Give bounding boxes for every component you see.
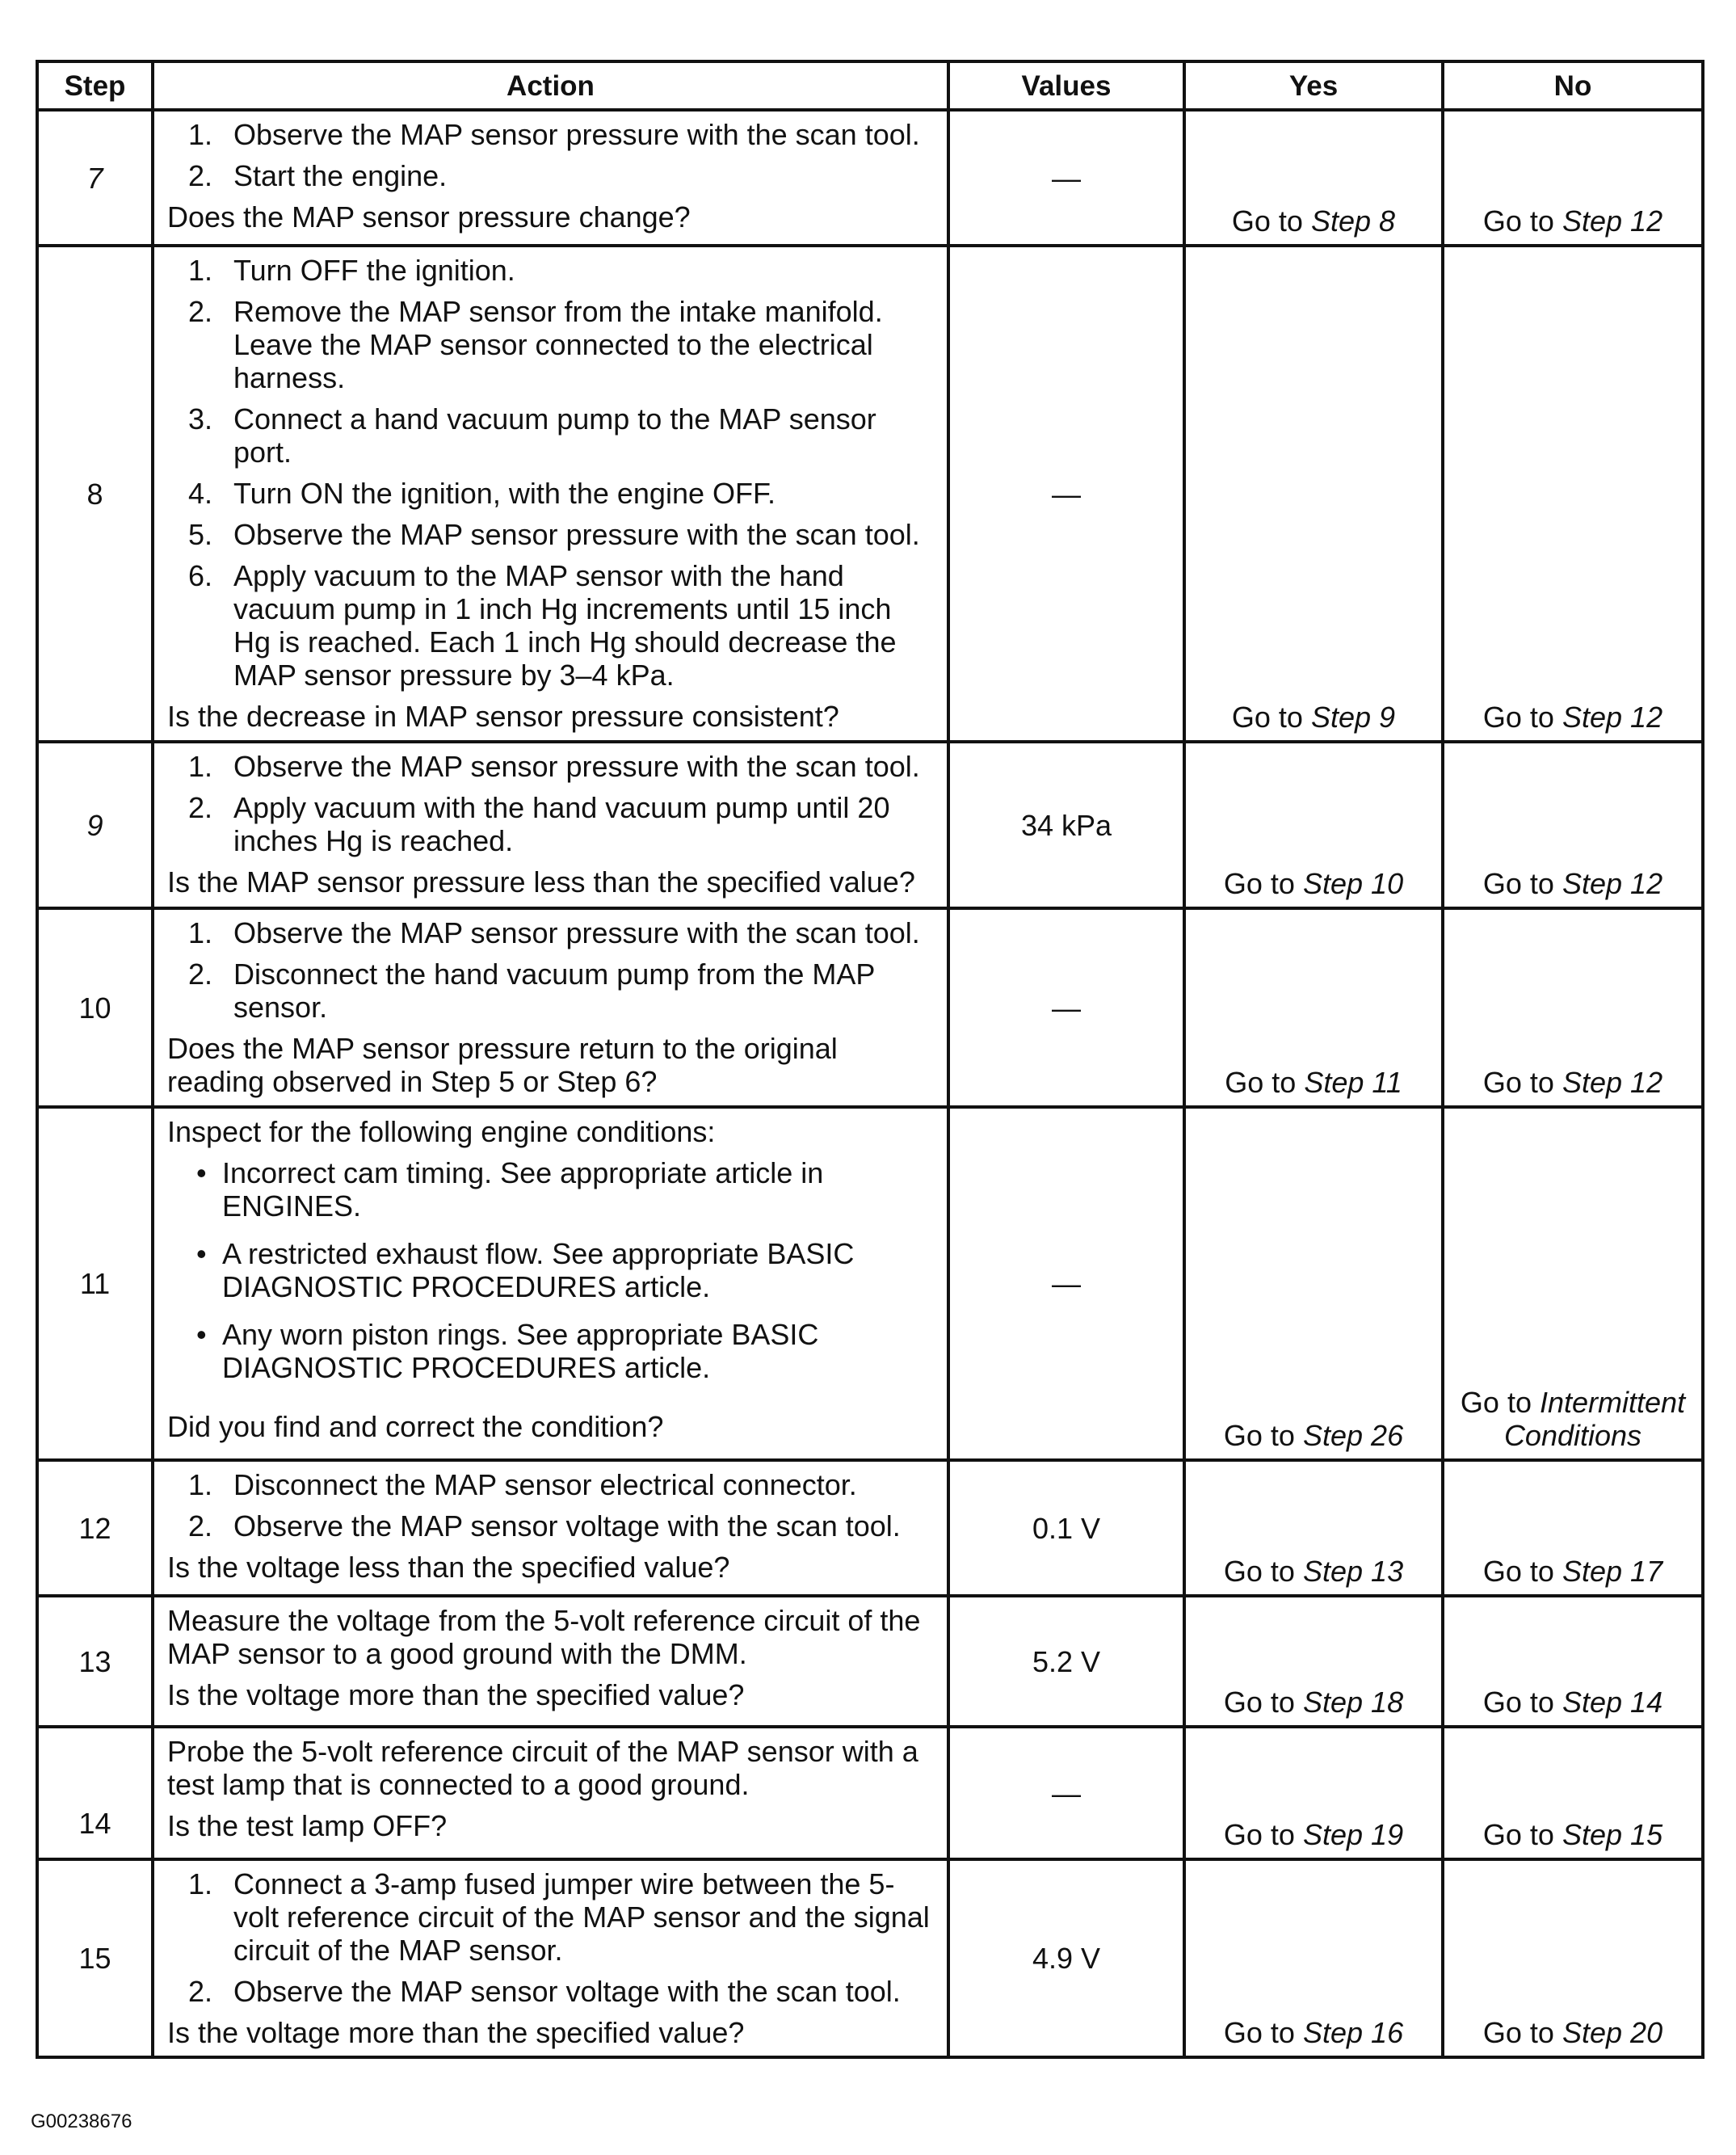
action-step: 1. Observe the MAP sensor pressure with the scan tool. xyxy=(188,750,920,783)
no-link[interactable]: Go to Step 12 xyxy=(1443,246,1703,742)
spec-value: — xyxy=(948,1727,1184,1859)
action-step: 6. Apply vacuum to the MAP sensor with the hand vacuum pump in 1 inch Hg increments until 15 inch Hg is reached. Each 1 inch Hg should decrease the MAP sensor pressure by 3–4 kPa. xyxy=(188,559,897,692)
table-row xyxy=(37,110,1703,246)
action-step: 1. Observe the MAP sensor pressure with the scan tool. xyxy=(188,118,920,151)
action-cell xyxy=(153,110,948,246)
action-steps xyxy=(167,750,935,857)
action-cell xyxy=(153,1460,948,1596)
condition-list xyxy=(167,1156,935,1384)
yes-link[interactable]: Go to Step 13 xyxy=(1184,1460,1443,1596)
step-number: 8 xyxy=(37,246,153,742)
action-cell xyxy=(153,246,948,742)
table-row xyxy=(37,908,1703,1107)
list-item: • Incorrect cam timing. See appropriate article in ENGINES. xyxy=(196,1156,824,1223)
action-question: Does the MAP sensor pressure return to the original reading observed in Step 5 or Step 6? xyxy=(167,1032,838,1098)
action-question: Did you find and correct the condition? xyxy=(167,1410,664,1443)
no-link[interactable]: Go to Step 12 xyxy=(1443,908,1703,1107)
step-number: 15 xyxy=(37,1859,153,2057)
action-cell xyxy=(153,742,948,908)
step-number: 13 xyxy=(37,1596,153,1727)
no-link[interactable]: Go to Step 17 xyxy=(1443,1460,1703,1596)
header-action: Action xyxy=(153,61,948,110)
bullet-icon: • xyxy=(196,1237,207,1270)
action-step: 2. Remove the MAP sensor from the intake manifold. Leave the MAP sensor connected to the electrical harness. xyxy=(188,295,883,394)
yes-link[interactable]: Go to Step 26 xyxy=(1184,1107,1443,1460)
no-link[interactable]: Go to Intermittent Conditions xyxy=(1443,1107,1703,1460)
header-no: No xyxy=(1443,61,1703,110)
yes-link[interactable]: Go to Step 16 xyxy=(1184,1859,1443,2057)
list-item: • Any worn piston rings. See appropriate BASIC DIAGNOSTIC PROCEDURES article. xyxy=(196,1318,819,1384)
table-row xyxy=(37,1727,1703,1859)
step-number: 9 xyxy=(37,742,153,908)
spec-value: — xyxy=(948,246,1184,742)
diagnostic-table-container xyxy=(36,60,1701,2059)
action-step: 2. Start the engine. xyxy=(188,159,448,192)
action-cell xyxy=(153,1727,948,1859)
spec-value: 4.9 V xyxy=(948,1859,1184,2057)
action-step: 1. Disconnect the MAP sensor electrical connector. xyxy=(188,1468,857,1501)
header-values: Values xyxy=(948,61,1184,110)
action-steps xyxy=(167,916,935,1024)
action-question: Is the test lamp OFF? xyxy=(167,1809,448,1842)
step-number: 11 xyxy=(37,1107,153,1460)
action-cell xyxy=(153,908,948,1107)
spec-value: — xyxy=(948,1107,1184,1460)
yes-link[interactable]: Go to Step 18 xyxy=(1184,1596,1443,1727)
action-intro: Inspect for the following engine conditions: xyxy=(167,1115,716,1148)
action-steps xyxy=(167,254,935,692)
header-row xyxy=(37,61,1703,110)
action-step: 2. Disconnect the hand vacuum pump from the MAP sensor. xyxy=(188,958,875,1024)
step-number: 10 xyxy=(37,908,153,1107)
step-number: 12 xyxy=(37,1460,153,1596)
yes-link[interactable]: Go to Step 11 xyxy=(1184,908,1443,1107)
action-step: 2. Observe the MAP sensor voltage with the scan tool. xyxy=(188,1509,901,1543)
spec-value: — xyxy=(948,908,1184,1107)
action-question: Is the voltage more than the specified value? xyxy=(167,1678,745,1711)
action-steps xyxy=(167,1468,935,1543)
no-link[interactable]: Go to Step 12 xyxy=(1443,110,1703,246)
action-step: 5. Observe the MAP sensor pressure with the scan tool. xyxy=(188,518,920,551)
table-row xyxy=(37,246,1703,742)
action-steps xyxy=(167,1867,935,2008)
list-item: • A restricted exhaust flow. See appropriate BASIC DIAGNOSTIC PROCEDURES article. xyxy=(196,1237,855,1303)
action-cell xyxy=(153,1859,948,2057)
action-intro: Measure the voltage from the 5-volt reference circuit of the MAP sensor to a good ground with the DMM. xyxy=(167,1604,921,1670)
no-link[interactable]: Go to Step 15 xyxy=(1443,1727,1703,1859)
header-yes: Yes xyxy=(1184,61,1443,110)
diagnostic-table xyxy=(36,60,1704,2059)
action-question: Does the MAP sensor pressure change? xyxy=(167,200,691,234)
bullet-icon: • xyxy=(196,1318,207,1351)
header-step: Step xyxy=(37,61,153,110)
step-number: 14 xyxy=(37,1727,153,1859)
action-step: 3. Connect a hand vacuum pump to the MAP sensor port. xyxy=(188,402,876,469)
action-intro: Probe the 5-volt reference circuit of the MAP sensor with a test lamp that is connected to a good ground. xyxy=(167,1735,918,1801)
no-link[interactable]: Go to Step 12 xyxy=(1443,742,1703,908)
action-step: 1. Connect a 3-amp fused jumper wire between the 5-volt reference circuit of the MAP sensor and the signal circuit of the MAP sensor. xyxy=(188,1867,930,1967)
table-row xyxy=(37,1107,1703,1460)
action-question: Is the decrease in MAP sensor pressure consistent? xyxy=(167,700,839,733)
spec-value: — xyxy=(948,110,1184,246)
step-number: 7 xyxy=(37,110,153,246)
no-link[interactable]: Go to Step 14 xyxy=(1443,1596,1703,1727)
action-question: Is the voltage more than the specified value? xyxy=(167,2016,745,2049)
spec-value: 0.1 V xyxy=(948,1460,1184,1596)
spec-value: 5.2 V xyxy=(948,1596,1184,1727)
action-step: 1. Turn OFF the ignition. xyxy=(188,254,515,287)
spec-value: 34 kPa xyxy=(948,742,1184,908)
action-step: 2. Apply vacuum with the hand vacuum pump until 20 inches Hg is reached. xyxy=(188,791,890,857)
table-row xyxy=(37,1596,1703,1727)
action-question: Is the voltage less than the specified value? xyxy=(167,1551,730,1584)
yes-link[interactable]: Go to Step 19 xyxy=(1184,1727,1443,1859)
action-step: 2. Observe the MAP sensor voltage with the scan tool. xyxy=(188,1975,901,2008)
yes-link[interactable]: Go to Step 9 xyxy=(1184,246,1443,742)
table-row xyxy=(37,742,1703,908)
action-step: 1. Observe the MAP sensor pressure with the scan tool. xyxy=(188,916,920,949)
yes-link[interactable]: Go to Step 8 xyxy=(1184,110,1443,246)
action-question: Is the MAP sensor pressure less than the specified value? xyxy=(167,865,915,899)
action-cell xyxy=(153,1107,948,1460)
no-link[interactable]: Go to Step 20 xyxy=(1443,1859,1703,2057)
yes-link[interactable]: Go to Step 10 xyxy=(1184,742,1443,908)
bullet-icon: • xyxy=(196,1156,207,1189)
table-row xyxy=(37,1460,1703,1596)
figure-id: G00238676 xyxy=(31,2111,132,2132)
action-step: 4. Turn ON the ignition, with the engine OFF. xyxy=(188,477,776,510)
action-steps xyxy=(167,118,935,192)
action-cell xyxy=(153,1596,948,1727)
table-row xyxy=(37,1859,1703,2057)
